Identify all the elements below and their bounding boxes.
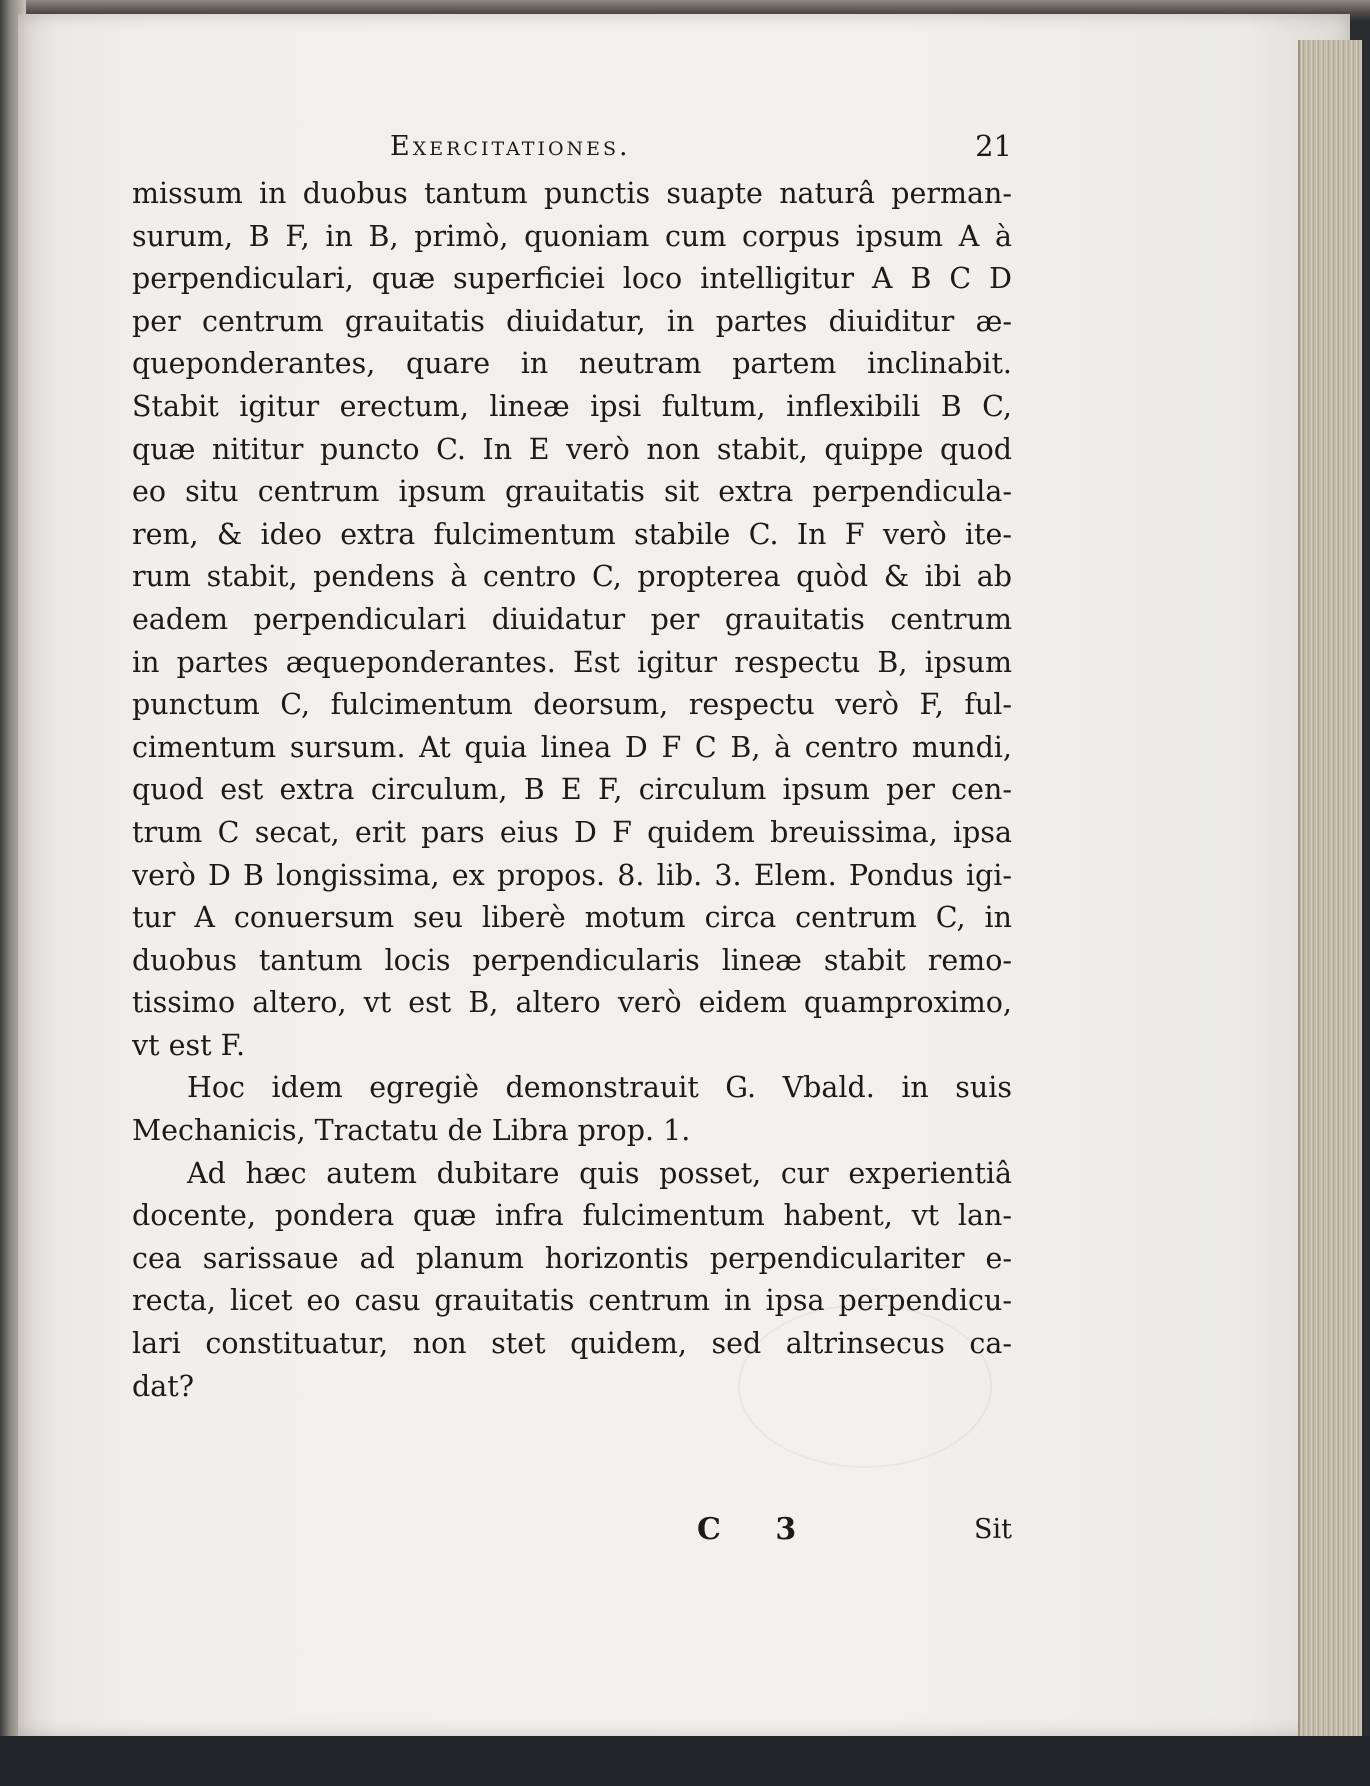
page-stack-edges: [1298, 40, 1362, 1740]
catchword: Sit: [974, 1514, 1012, 1545]
text-line: quod est extra circulum, B E F, circulum ipsum per cen-: [132, 773, 1012, 807]
running-title: Exercitationes.: [390, 131, 631, 162]
page-number: 21: [975, 129, 1012, 163]
text-line: Mechanicis, Tractatu de Libra prop. 1.: [132, 1114, 691, 1148]
text-line: docente, pondera quæ infra fulcimentum habent, vt lan-: [132, 1199, 1012, 1233]
text-line: queponderantes, quare in neutram partem inclinabit.: [132, 347, 1012, 381]
page-footer: [132, 1512, 1012, 1562]
text-line: cea sarissaue ad planum horizontis perpendiculariter e-: [132, 1241, 1012, 1275]
text-line: Ad hæc autem dubitare quis posset, cur experientiâ: [187, 1156, 1012, 1190]
text-line: rum stabit, pendens à centro C, propterea quòd & ibi ab: [132, 560, 1012, 594]
text-line: eadem perpendiculari diuidatur per grauitatis centrum: [132, 602, 1012, 636]
text-block: [132, 125, 1012, 1408]
text-line: Hoc idem egregiè demonstrauit G. Vbald. in suis: [187, 1071, 1012, 1105]
text-line: vt est F.: [132, 1028, 246, 1062]
text-line: rem, & ideo extra fulcimentum stabile C. In F verò ite-: [132, 517, 1012, 551]
scan-background-bottom: [0, 1736, 1370, 1786]
text-line: verò D B longissima, ex propos. 8. lib. 3. Elem. Pondus igi-: [132, 858, 1012, 892]
text-line: recta, licet eo casu grauitatis centrum in ipsa perpendicu-: [132, 1284, 1012, 1318]
text-line: Stabit igitur erectum, lineæ ipsi fultum, inflexibili B C,: [132, 389, 1012, 423]
signature-mark: C 3: [697, 1512, 819, 1547]
paragraph-3: [132, 1153, 1012, 1409]
text-line: cimentum sursum. At quia linea D F C B, à centro mundi,: [132, 730, 1012, 764]
text-line: per centrum grauitatis diuidatur, in partes diuiditur æ-: [132, 304, 1012, 338]
text-line: tissimo altero, vt est B, altero verò eidem quamproximo,: [132, 986, 1012, 1020]
text-line: surum, B F, in B, primò, quoniam cum corpus ipsum A à: [132, 219, 1012, 253]
text-line: tur A conuersum seu liberè motum circa centrum C, in: [132, 901, 1012, 935]
paragraph-2: [132, 1067, 1012, 1152]
text-line: punctum C, fulcimentum deorsum, respectu verò F, ful-: [132, 688, 1012, 722]
paragraph-1: [132, 173, 1012, 1067]
text-line: duobus tantum locis perpendicularis lineæ stabit remo-: [132, 943, 1012, 977]
text-line: dat?: [132, 1369, 194, 1403]
text-line: in partes æqueponderantes. Est igitur respectu B, ipsum: [132, 645, 1012, 679]
text-line: quæ nititur puncto C. In E verò non stabit, quippe quod: [132, 432, 1012, 466]
running-head: [132, 125, 1012, 173]
text-line: trum C secat, erit pars eius D F quidem breuissima, ipsa: [132, 815, 1012, 849]
text-line: eo situ centrum ipsum grauitatis sit extra perpendicula-: [132, 475, 1012, 509]
text-line: lari constituatur, non stet quidem, sed altrinsecus ca-: [132, 1327, 1012, 1361]
text-line: missum in duobus tantum punctis suapte naturâ perman-: [132, 177, 1012, 210]
text-line: perpendiculari, quæ superficiei loco intelligitur A B C D: [132, 262, 1012, 296]
